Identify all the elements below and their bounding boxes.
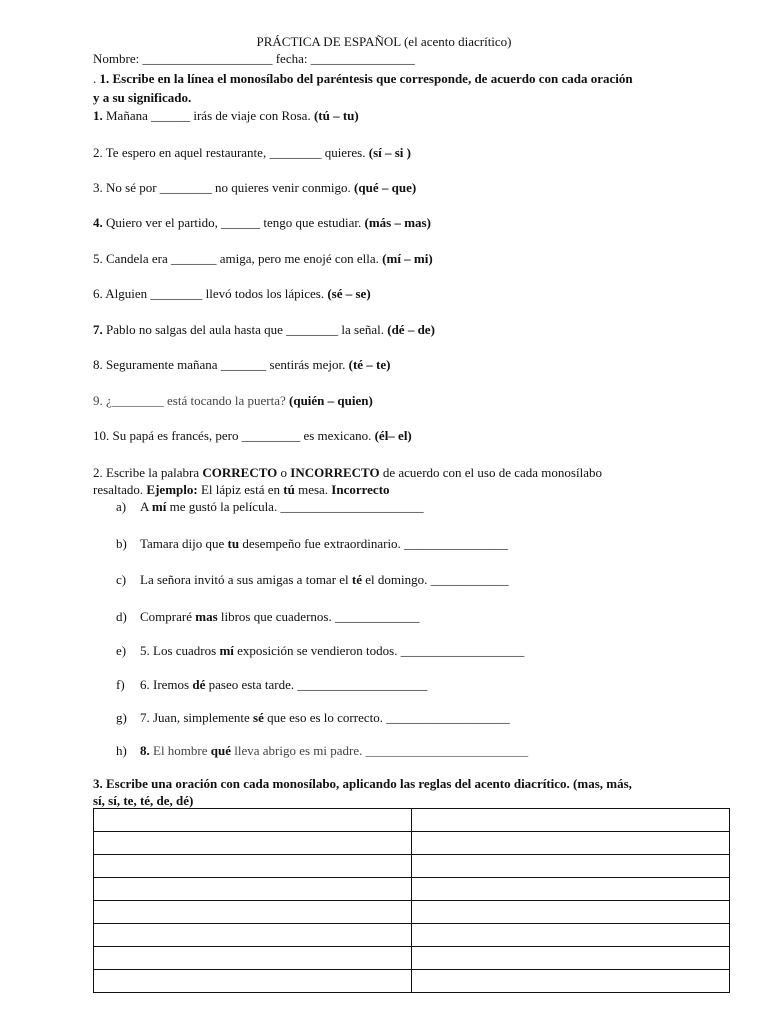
table-row — [94, 901, 730, 924]
section2-item-a — [116, 499, 423, 515]
item-letter: g) — [116, 710, 127, 725]
ejemplo-bold: tú — [283, 482, 295, 497]
item-number: 5. — [93, 251, 103, 266]
table-row — [94, 832, 730, 855]
table-cell[interactable] — [94, 832, 412, 855]
ejemplo-label: Ejemplo: — [146, 482, 198, 497]
item-bold: qué — [210, 743, 231, 758]
item-bold: sé — [253, 710, 264, 725]
table-cell[interactable] — [94, 901, 412, 924]
section1-item-5 — [93, 251, 433, 267]
table-cell[interactable] — [412, 832, 730, 855]
table-cell[interactable] — [412, 924, 730, 947]
item-letter: d) — [116, 609, 127, 624]
item-bold: mí — [219, 643, 234, 658]
item-options: (sé – se) — [327, 286, 371, 301]
item-post: el domingo. ____________ — [362, 572, 509, 587]
section1-item-8 — [93, 357, 390, 373]
table-row — [94, 947, 730, 970]
section2-item-d — [116, 609, 419, 625]
section1-instruction: 1. Escribe en la línea el monosílabo del paréntesis que corresponde, de acuerdo con cada oración — [99, 71, 633, 86]
section1-item-9 — [93, 393, 373, 409]
fecha-label: fecha: — [272, 51, 311, 66]
item-number: 4. — [93, 215, 103, 230]
section1-item-2 — [93, 145, 411, 161]
table-cell[interactable] — [94, 878, 412, 901]
section1-prefix: . — [93, 71, 100, 86]
section1-instruction-line2: y a su significado. — [93, 90, 192, 105]
item-post: libros que cuadernos. _____________ — [217, 609, 420, 624]
item-options: (él– el) — [374, 428, 412, 443]
item-bold: tu — [227, 536, 240, 551]
incorrecto-word: INCORRECTO — [290, 465, 380, 480]
item-pre: Compraré — [140, 609, 196, 624]
section1-item-7 — [93, 322, 435, 338]
fecha-blank: ________________ — [310, 51, 415, 66]
item-options: (mí – mi) — [382, 251, 433, 266]
item-letter: b) — [116, 536, 127, 551]
item-post: paseo esta tarde. ____________________ — [205, 677, 428, 692]
item-number: 8. — [93, 357, 103, 372]
table-cell[interactable] — [94, 809, 412, 832]
section1-instruction-line1 — [93, 71, 633, 87]
section1-item-1 — [93, 108, 359, 124]
item-number: 3. — [93, 180, 103, 195]
item-pre: El hombre — [149, 743, 211, 758]
item-text: Seguramente mañana _______ sentirás mejor. — [102, 357, 349, 372]
table-cell[interactable] — [412, 878, 730, 901]
correcto-word: CORRECTO — [202, 465, 278, 480]
item-letter: a) — [116, 499, 127, 514]
table-cell[interactable] — [94, 947, 412, 970]
ejemplo-text-end: mesa. — [294, 482, 332, 497]
table-row — [94, 924, 730, 947]
item-number: 1. — [93, 108, 103, 123]
item-number: 10. — [93, 428, 110, 443]
item-post: que eso es lo correcto. ___________________ — [263, 710, 510, 725]
section2-text: resaltado. — [93, 482, 147, 497]
item-pre: 7. Juan, simplemente — [140, 710, 254, 725]
item-text: Candela era _______ amiga, pero me enojé con ella. — [102, 251, 383, 266]
header-line — [93, 51, 415, 67]
table-row — [94, 878, 730, 901]
table-cell[interactable] — [412, 970, 730, 993]
item-number: 9. — [93, 393, 103, 408]
table-cell[interactable] — [412, 901, 730, 924]
table-cell[interactable] — [412, 809, 730, 832]
item-text: Alguien ________ llevó todos los lápices. — [102, 286, 328, 301]
item-text: No sé por ________ no quieres venir conmigo. — [102, 180, 355, 195]
section1-item-4 — [93, 215, 431, 231]
item-bold: té — [351, 572, 363, 587]
item-bold: dé — [192, 677, 206, 692]
item-text: Mañana ______ irás de viaje con Rosa. — [102, 108, 314, 123]
item-text: Quiero ver el partido, ______ tengo que estudiar. — [102, 215, 365, 230]
item-pre: A — [140, 499, 152, 514]
section2-or: o — [277, 465, 291, 480]
section1-item-10 — [93, 428, 412, 444]
item-number: 2. — [93, 145, 103, 160]
section2-item-f — [116, 677, 427, 693]
item-post: desempeño fue extraordinario. ________________ — [239, 536, 509, 551]
item-options: (más – mas) — [364, 215, 431, 230]
item-letter: c) — [116, 572, 127, 587]
item-pre: 6. Iremos — [140, 677, 193, 692]
section2-text: 2. Escribe la palabra — [93, 465, 203, 480]
answer-table — [93, 808, 730, 993]
item-options: (sí – si ) — [368, 145, 411, 160]
item-text: ¿________ está tocando la puerta? — [102, 393, 290, 408]
item-bold: mí — [151, 499, 167, 514]
item-bold: mas — [195, 609, 218, 624]
item-number: 6. — [93, 286, 103, 301]
item-options: (dé – de) — [387, 322, 435, 337]
item-post: me gustó la película. ______________________ — [166, 499, 424, 514]
nombre-label: Nombre: — [93, 51, 143, 66]
section2-item-e — [116, 643, 524, 659]
table-cell[interactable] — [412, 947, 730, 970]
item-pre: La señora invitó a sus amigas a tomar el — [140, 572, 352, 587]
page-title: PRÁCTICA DE ESPAÑOL (el acento diacrítico) — [256, 34, 512, 49]
section2-item-b — [116, 536, 508, 552]
item-pre: Tamara dijo que — [140, 536, 228, 551]
item-text: Te espero en aquel restaurante, ________ quieres. — [102, 145, 369, 160]
item-options: (quién – quien) — [289, 393, 373, 408]
item-letter: h) — [116, 743, 127, 758]
table-cell[interactable] — [94, 970, 412, 993]
item-options: (tú – tu) — [313, 108, 359, 123]
table-row — [94, 855, 730, 878]
table-row — [94, 970, 730, 993]
item-post: lleva abrigo es mi padre. _________________________ — [231, 743, 529, 758]
section1-item-3 — [93, 180, 416, 196]
ejemplo-text: El lápiz está en — [197, 482, 284, 497]
item-number: 7. — [93, 322, 103, 337]
table-cell[interactable] — [94, 855, 412, 878]
item-options: (qué – que) — [354, 180, 417, 195]
section2-instruction-line1 — [93, 465, 602, 481]
section1-item-6 — [93, 286, 371, 302]
section2-item-g — [116, 710, 510, 726]
section2-item-h — [116, 743, 528, 759]
section2-instruction-line2 — [93, 482, 390, 498]
table-row — [94, 809, 730, 832]
item-text: Pablo no salgas del aula hasta que ________ la señal. — [102, 322, 388, 337]
item-text: Su papá es francés, pero _________ es mexicano. — [109, 428, 375, 443]
item-letter: f) — [116, 677, 125, 692]
section3-instruction-line2: sí, sí, te, té, de, dé) — [93, 793, 194, 808]
ejemplo-answer: Incorrecto — [331, 482, 390, 497]
item-pre-bold: 8. — [140, 743, 150, 758]
section3-instruction-line1: 3. Escribe una oración con cada monosílabo, aplicando las reglas del acento diacrítico. (mas, más, — [93, 776, 632, 791]
table-cell[interactable] — [412, 855, 730, 878]
table-cell[interactable] — [94, 924, 412, 947]
nombre-blank: ____________________ — [142, 51, 273, 66]
item-post: exposición se vendieron todos. ___________________ — [233, 643, 525, 658]
item-options: (té – te) — [348, 357, 391, 372]
item-letter: e) — [116, 643, 127, 658]
section2-text-end: de acuerdo con el uso de cada monosílabo — [379, 465, 602, 480]
item-pre: 5. Los cuadros — [140, 643, 220, 658]
section2-item-c — [116, 572, 509, 588]
